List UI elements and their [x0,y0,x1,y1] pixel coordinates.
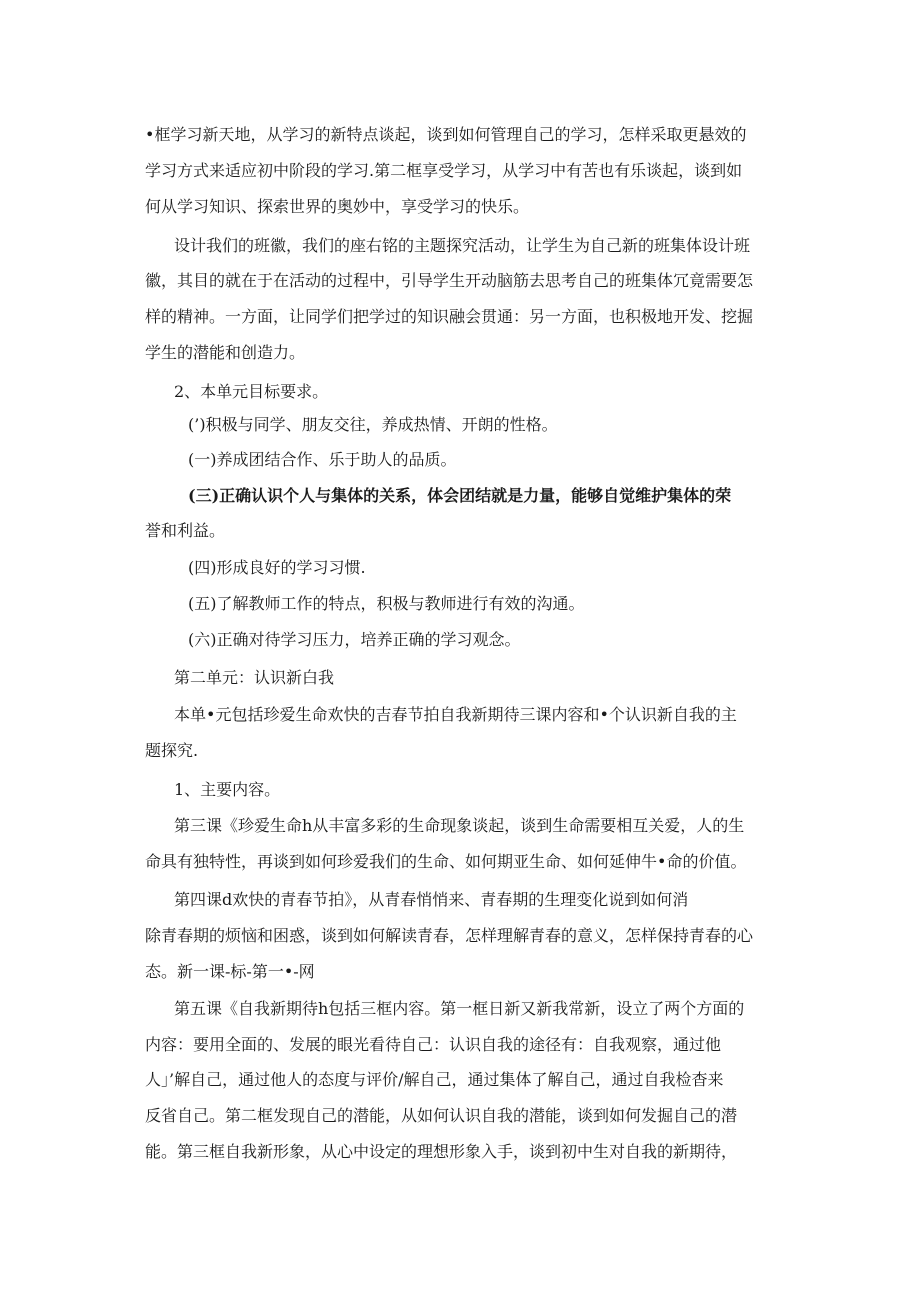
text-line: 学习方式来适应初中阶段的学习.第二框享受学习，从学习中有苦也有乐谈起，谈到如 [145,161,743,180]
text-line: 命具有独特性，再谈到如何珍爱我们的生命、如何期亚生命、如何延伸牛•命的价值。 [145,852,747,871]
text-line: 本单•元包括珍爱生命欢快的吉春节拍自我新期待三课内容和•个认识新自我的主 [174,705,737,724]
text-line: 能。第三框自我新形象，从心中设定的理想形象入手，谈到初中生对自我的新期待， [145,1142,738,1161]
goal-item: (三)正确认识个人与集体的关系，体会团结就是力量，能够自觉维护集体的荣 [188,486,732,505]
text-line: 题探究. [145,741,199,760]
goal-item: (四)形成良好的学习习惯. [188,558,366,577]
text-line: 学生的潜能和创造力。 [145,343,306,362]
text-line: 徽，其目的就在于在活动的过程中，引导学生开动脑筋去思考自己的班集体冗竟需要怎 [145,271,754,290]
text-line: 设计我们的班徽，我们的座右铭的主题探究活动，让学生为自己新的班集体设计班 [174,236,751,255]
text-line: 除青春期的烦恼和困惑，谈到如何解读青春，怎样理解青春的意义，怎样保持青春的心 [145,926,754,945]
text-line: 誉和利益。 [145,521,226,540]
text-line: 反省自己。第二框发现自己的潜能，从如何认识自我的潜能，谈到如何发掘自己的潜 [145,1106,738,1125]
goal-item: (六)正确对待学习压力，培养正确的学习观念。 [188,630,521,649]
goal-item: (’)积极与同学、朋友交往，养成热情、开朗的性格。 [188,415,558,434]
section-heading: 2、本单元目标要求。 [174,382,329,401]
text-line: 何从学习知识、探索世界的奥妙中，享受学习的快乐。 [145,197,530,216]
goal-item: (五)了解教师工作的特点，积极与教师进行有效的沟通。 [188,594,585,613]
unit-heading: 第二单元：认识新白我 [174,668,335,687]
text-line: 内容：要用全面的、发展的眼光看待自己：认识自我的途径有：自我观察，通过他 [145,1035,722,1054]
text-line: •框学习新天地，从学习的新特点谈起，谈到如何管理自己的学习，怎样采取更悬效的 [145,125,747,144]
text-line: 样的精神。一方面，让同学们把学过的知识融会贯通：另一方面，也积极地开发、挖掘 [145,307,754,326]
section-heading: 1、主要内容。 [174,780,281,799]
text-line: 第三课《珍爱生命h从丰富多彩的生命现象谈起，谈到生命需要相互关爱，人的生 [174,816,745,835]
text-line: 第四课d欢快的青春节拍》，从青春悄悄来、青春期的生理变化说到如何消 [174,890,689,909]
goal-item: (一)养成团结合作、乐于助人的品质。 [188,450,457,469]
text-line: 第五课《自我新期待h包括三框内容。第一框日新又新我常新，设立了两个方面的 [174,999,745,1018]
text-line: 人」’解自己，通过他人的态度与评价/解自己，通过集体了解自己，通过自我检杳来 [145,1070,724,1089]
text-line: 态。新一课-标-第一•-网 [145,962,315,981]
